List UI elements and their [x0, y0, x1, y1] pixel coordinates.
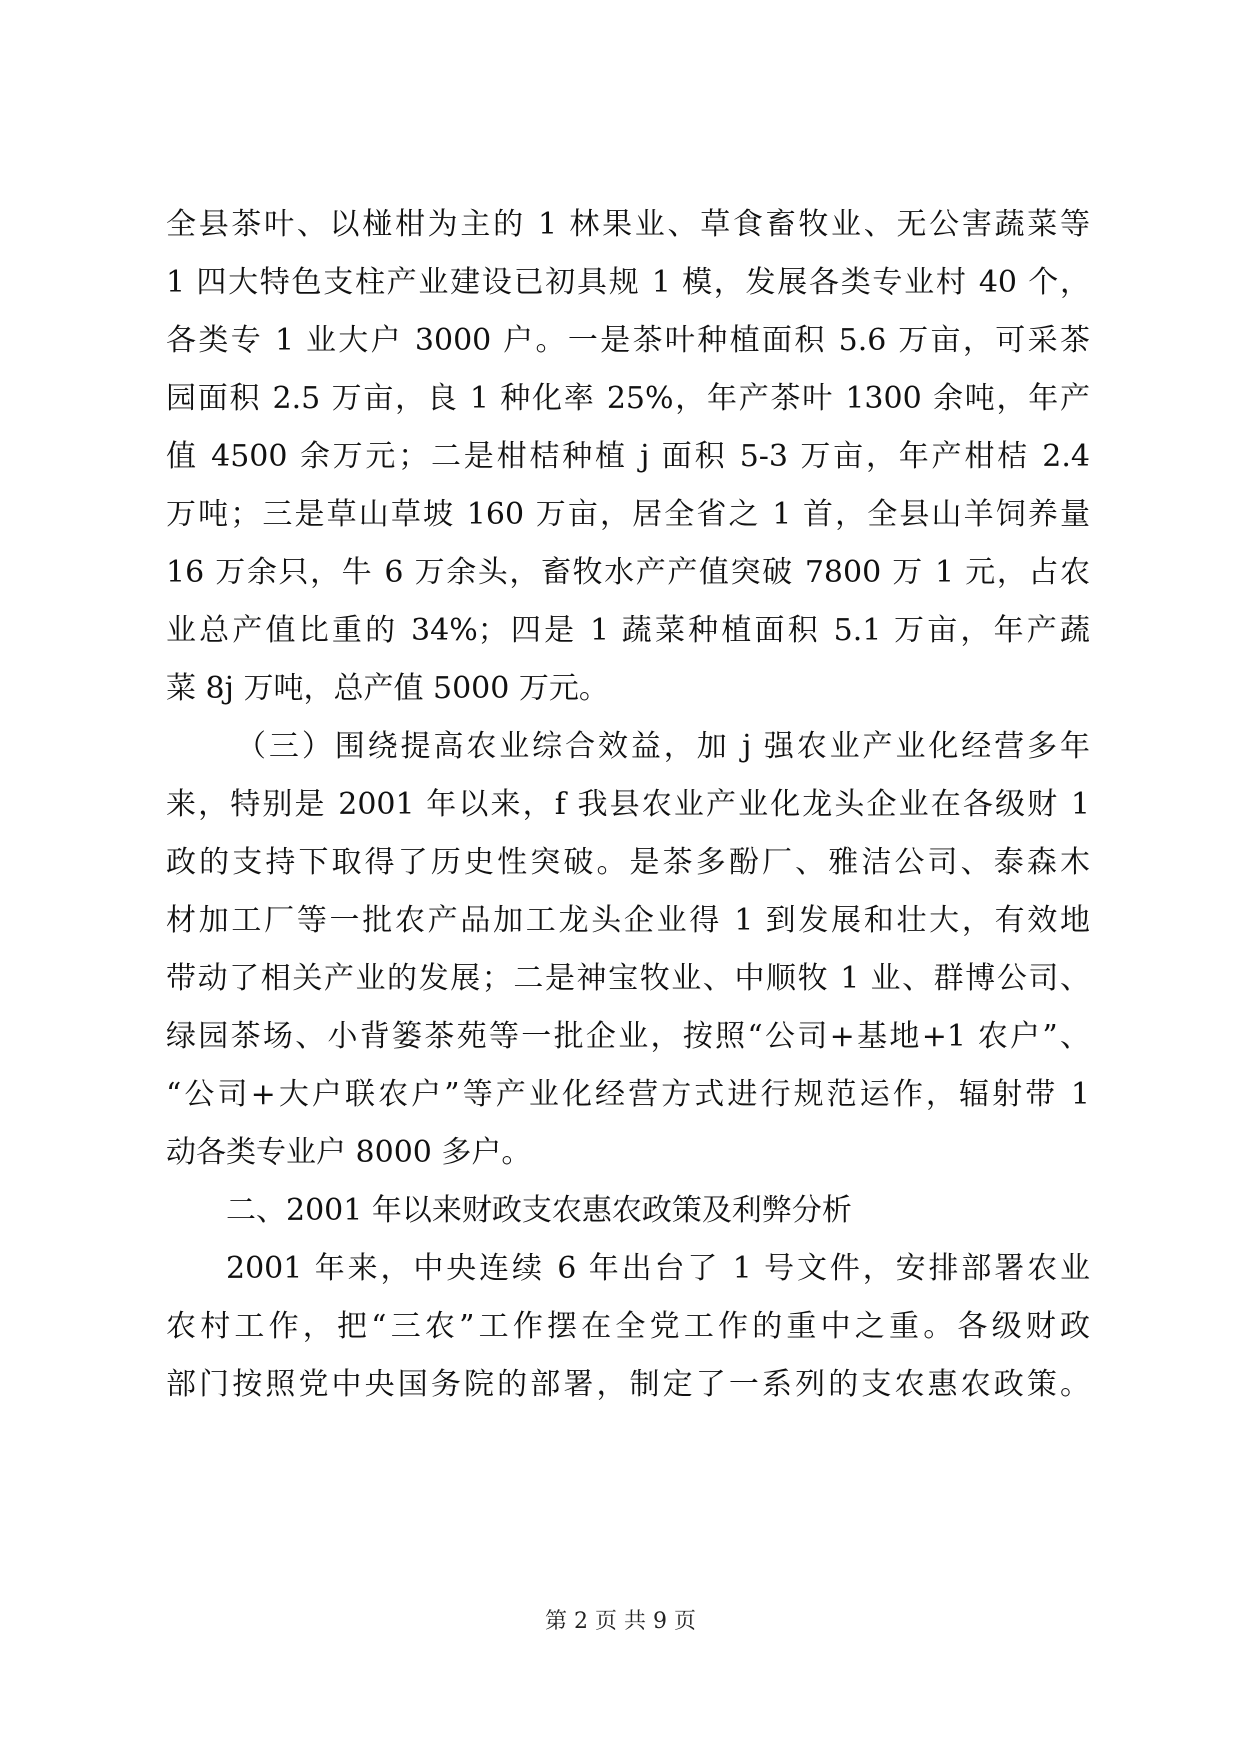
- text-line-21: 部门按照党中央国务院的部署，制定了一系列的支农惠农政策。: [166, 1367, 1090, 1402]
- text-line-2: 1 四大特色支柱产业建设已初具规 1 模，发展各类专业村 40 个，: [166, 265, 1090, 300]
- text-line-6: 万吨；三是草山草坡 160 万亩，居全省之 1 首，全县山羊饲养量: [166, 497, 1090, 532]
- text-line-17: 动各类专业户 8000 多户。: [166, 1135, 532, 1170]
- text-line-4: 园面积 2.5 万亩，良 1 种化率 25%，年产茶叶 1300 余吨，年产: [166, 381, 1090, 416]
- text-line-9: 菜 8j 万吨，总产值 5000 万元。: [166, 671, 609, 706]
- text-line-1: 全县茶叶、以椪柑为主的 1 林果业、草食畜牧业、无公害蔬菜等: [166, 207, 1090, 242]
- text-line-5: 值 4500 余万元；二是柑桔种植 j 面积 5-3 万亩，年产柑桔 2.4: [166, 439, 1090, 474]
- text-line-12: 政的支持下取得了历史性突破。是茶多酚厂、雅洁公司、泰森木: [166, 845, 1090, 880]
- text-line-10: （三）围绕提高农业综合效益，加 j 强农业产业化经营多年: [236, 729, 1090, 764]
- text-line-3: 各类专 1 业大户 3000 户。一是茶叶种植面积 5.6 万亩，可采茶: [166, 323, 1090, 358]
- text-line-8: 业总产值比重的 34%；四是 1 蔬菜种植面积 5.1 万亩，年产蔬: [166, 613, 1090, 648]
- text-line-20: 农村工作，把“三农”工作摆在全党工作的重中之重。各级财政: [166, 1309, 1090, 1344]
- page-footer: 第 2 页 共 9 页: [545, 1609, 696, 1634]
- text-line-13: 材加工厂等一批农产品加工龙头企业得 1 到发展和壮大，有效地: [166, 903, 1090, 938]
- section-heading: 二、2001 年以来财政支农惠农政策及利弊分析: [226, 1193, 852, 1228]
- text-line-19: 2001 年来，中央连续 6 年出台了 1 号文件，安排部署农业: [226, 1251, 1090, 1286]
- text-line-16: “公司+大户联农户”等产业化经营方式进行规范运作，辐射带 1: [166, 1077, 1090, 1112]
- text-line-11: 来，特别是 2001 年以来，f 我县农业产业化龙头企业在各级财 1: [166, 787, 1090, 822]
- text-line-15: 绿园茶场、小背篓茶苑等一批企业，按照“公司+基地+1 农户”、: [166, 1019, 1090, 1054]
- text-line-7: 16 万余只，牛 6 万余头，畜牧水产产值突破 7800 万 1 元，占农: [166, 555, 1090, 590]
- text-line-14: 带动了相关产业的发展；二是神宝牧业、中顺牧 1 业、群博公司、: [166, 961, 1090, 996]
